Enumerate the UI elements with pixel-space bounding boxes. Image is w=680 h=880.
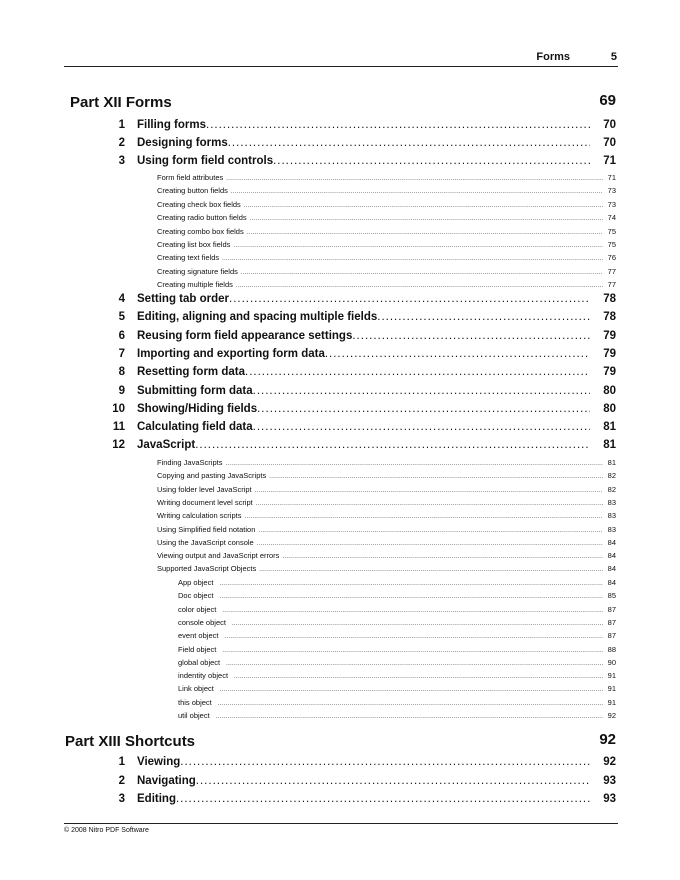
dot-leader <box>269 471 603 480</box>
toc-entry-number: 7 <box>118 347 125 360</box>
toc-subentry[interactable] <box>0 280 680 293</box>
toc-entry-number: 1 <box>118 119 125 131</box>
toc-subentry[interactable] <box>0 240 680 253</box>
toc-subentry-label: Creating combo box fields <box>157 226 244 236</box>
toc-entry-page: 79 <box>603 366 616 379</box>
toc-entry-page: 78 <box>603 311 616 324</box>
toc-entry[interactable] <box>0 385 680 401</box>
toc-object-entry[interactable] <box>0 671 680 684</box>
dot-leader <box>180 756 590 768</box>
toc-subentry[interactable] <box>0 511 680 524</box>
toc-subentry-page: 88 <box>607 644 616 654</box>
dot-leader <box>226 173 603 182</box>
toc-entry-label: Viewing <box>137 756 181 768</box>
toc-subentry-page: 81 <box>607 458 616 467</box>
dot-leader <box>229 293 590 305</box>
toc-entry-label: Calculating field data <box>137 421 253 434</box>
dot-leader <box>218 698 603 707</box>
dot-leader <box>234 671 603 680</box>
toc-subentry-label: Viewing output and JavaScript errors <box>157 551 280 561</box>
toc-subentry-page: 82 <box>607 471 616 481</box>
toc-object-entry[interactable] <box>0 618 680 631</box>
toc-subentry-page: 82 <box>607 484 616 494</box>
toc-subentry[interactable] <box>0 485 680 498</box>
toc-subentry[interactable] <box>0 538 680 551</box>
toc-subentry-label: console object <box>178 617 226 627</box>
toc-subentry-label: Copying and pasting JavaScripts <box>157 471 267 481</box>
toc-subentry[interactable] <box>0 213 680 226</box>
dot-leader <box>282 551 603 560</box>
dot-leader <box>219 578 603 587</box>
toc-subentry-page: 75 <box>607 226 616 236</box>
toc-subentry[interactable] <box>0 200 680 213</box>
toc-subentry-page: 76 <box>607 253 616 263</box>
dot-leader <box>250 213 603 222</box>
toc-subentry-page: 87 <box>607 604 616 614</box>
toc-subentry-label: Using folder level JavaScript <box>157 484 252 494</box>
toc-subentry[interactable] <box>0 253 680 266</box>
toc-subentry-label: util object <box>178 711 210 720</box>
toc-entry[interactable] <box>0 366 680 382</box>
dot-leader <box>377 311 590 323</box>
toc-entry-page: 78 <box>603 293 616 305</box>
toc-subentry-page: 84 <box>607 537 616 547</box>
copyright-text: © 2008 Nitro PDF Software <box>64 827 149 834</box>
toc-entry-number: 4 <box>118 293 125 305</box>
toc-entry[interactable] <box>0 403 680 419</box>
toc-subentry-label: Link object <box>178 684 214 694</box>
toc-subentry-label: Using Simplified field notation <box>157 524 256 534</box>
dot-leader <box>220 684 603 693</box>
toc-entry[interactable] <box>0 137 680 153</box>
toc-subentry-label: Creating button fields <box>157 186 228 196</box>
toc-entry-number: 6 <box>118 329 125 342</box>
toc-object-entry[interactable] <box>0 684 680 697</box>
page-footer <box>64 823 618 834</box>
toc-subentry-page: 73 <box>607 186 616 196</box>
toc-entry-label: Using form field controls <box>137 155 274 167</box>
dot-leader <box>228 137 590 149</box>
toc-subentry-page: 71 <box>607 173 616 182</box>
dot-leader <box>176 793 590 805</box>
toc-subentry[interactable] <box>0 458 680 471</box>
toc-object-entry[interactable] <box>0 631 680 644</box>
toc-subentry-page: 75 <box>607 240 616 249</box>
toc-subentry-page: 87 <box>607 631 616 641</box>
toc-entry-label: Resetting form data <box>137 366 245 379</box>
toc-entry-number: 2 <box>118 137 125 149</box>
toc-subentry[interactable] <box>0 227 680 240</box>
dot-leader <box>253 421 590 433</box>
dot-leader <box>231 186 603 195</box>
toc-entry-label: Reusing form field appearance settings <box>137 329 353 342</box>
dot-leader <box>257 538 603 547</box>
toc-object-entry[interactable] <box>0 578 680 591</box>
toc-subentry-page: 77 <box>607 266 616 276</box>
part-xiii-page: 92 <box>599 731 616 748</box>
toc-entry-page: 81 <box>603 439 616 452</box>
toc-entry-page: 79 <box>603 347 616 360</box>
toc-subentry-label: App object <box>178 578 214 587</box>
dot-leader <box>222 645 603 654</box>
toc-entry-label: Filling forms <box>137 119 206 131</box>
toc-subentry-page: 84 <box>607 564 616 574</box>
toc-subentry-label: Field object <box>178 644 217 654</box>
toc-object-entry[interactable] <box>0 591 680 604</box>
dot-leader <box>241 267 603 276</box>
toc-subentry-page: 83 <box>607 497 616 507</box>
dot-leader <box>258 525 603 534</box>
toc-entry[interactable] <box>0 311 680 327</box>
dot-leader <box>257 403 590 415</box>
toc-entry-number: 11 <box>112 421 125 434</box>
toc-entry-label: Submitting form data <box>137 384 253 397</box>
toc-entry[interactable] <box>0 293 680 309</box>
toc-subentry-label: color object <box>178 604 217 614</box>
toc-entry-number: 12 <box>112 439 125 452</box>
part-xii-title: Part XII Forms <box>70 94 172 111</box>
dot-leader <box>226 658 603 667</box>
dot-leader <box>224 631 603 640</box>
dot-leader <box>206 119 590 131</box>
toc-entry-page: 80 <box>603 402 616 415</box>
toc-subentry-page: 83 <box>607 511 616 521</box>
toc-subentry-label: Creating signature fields <box>157 266 238 276</box>
toc-subentry-label: Using the JavaScript console <box>157 537 254 547</box>
toc-subentry-page: 90 <box>607 657 616 667</box>
toc-entry-label: Designing forms <box>137 137 228 149</box>
toc-subentry-label: global object <box>178 657 221 667</box>
toc-entry-page: 70 <box>603 119 616 131</box>
running-header <box>64 48 618 67</box>
toc-entry-number: 10 <box>112 402 125 415</box>
header-section-title: Forms <box>536 51 570 63</box>
dot-leader <box>196 775 590 787</box>
dot-leader <box>325 348 590 360</box>
toc-entry-page: 92 <box>603 756 616 768</box>
toc-subentry-label: Creating check box fields <box>157 199 241 209</box>
toc-subentry-label: Finding JavaScripts <box>157 458 223 467</box>
toc-subentry-label: Creating list box fields <box>157 240 231 249</box>
toc-subentry-label: Writing document level script <box>157 497 253 507</box>
toc-subentry-page: 91 <box>607 697 616 707</box>
toc-subentry[interactable] <box>0 186 680 199</box>
toc-object-entry[interactable] <box>0 658 680 671</box>
toc-entry-page: 81 <box>603 421 616 434</box>
toc-subentry-page: 91 <box>607 671 616 681</box>
dot-leader <box>222 253 603 262</box>
toc-object-entry[interactable] <box>0 645 680 658</box>
toc-subentry[interactable] <box>0 564 680 577</box>
toc-entry-number: 8 <box>118 366 125 379</box>
toc-subentry-page: 83 <box>607 524 616 534</box>
dot-leader <box>255 485 603 494</box>
toc-entry[interactable] <box>0 348 680 364</box>
dot-leader <box>244 511 603 520</box>
toc-entry-number: 9 <box>118 384 125 397</box>
toc-entry-page: 93 <box>603 793 616 805</box>
toc-entry-page: 80 <box>603 384 616 397</box>
toc-entry-label: Importing and exporting form data <box>137 347 325 360</box>
dot-leader <box>232 618 603 627</box>
toc-subentry-page: 74 <box>607 213 616 223</box>
toc-subentry[interactable] <box>0 173 680 186</box>
toc-entry[interactable] <box>0 330 680 346</box>
toc-subentry[interactable] <box>0 471 680 484</box>
toc-entry-page: 79 <box>603 329 616 342</box>
dot-leader <box>195 439 590 451</box>
toc-entry-label: Setting tab order <box>137 293 230 305</box>
dot-leader <box>233 240 603 249</box>
toc-subentry-label: Form field attributes <box>157 173 224 182</box>
toc-subentry-page: 77 <box>607 280 616 290</box>
dot-leader <box>253 385 590 397</box>
dot-leader <box>236 280 603 289</box>
dot-leader <box>245 366 590 378</box>
toc-entry[interactable] <box>0 775 680 791</box>
toc-subentry-label: Supported JavaScript Objects <box>157 564 257 574</box>
dot-leader <box>256 498 603 507</box>
toc-entry-label: Showing/Hiding fields <box>137 402 258 415</box>
toc-subentry-page: 85 <box>607 591 616 601</box>
toc-subentry-label: Creating text fields <box>157 253 220 263</box>
part-xiii-title: Part XIII Shortcuts <box>65 733 196 750</box>
toc-entry-label: JavaScript <box>137 439 196 452</box>
toc-entry-label: Editing <box>137 793 176 805</box>
toc-subentry-label: Writing calculation scripts <box>157 511 242 521</box>
dot-leader <box>273 155 590 167</box>
toc-entry-number: 3 <box>118 793 125 805</box>
toc-object-entry[interactable] <box>0 698 680 711</box>
toc-entry-label: Navigating <box>137 774 196 787</box>
toc-entry-label: Editing, aligning and spacing multiple fields <box>137 311 378 324</box>
dot-leader <box>219 591 603 600</box>
toc-entry[interactable] <box>0 793 680 809</box>
toc-object-entry[interactable] <box>0 711 680 724</box>
toc-entry-page: 70 <box>603 137 616 149</box>
toc-subentry[interactable] <box>0 498 680 511</box>
toc-entry-number: 1 <box>118 756 125 768</box>
part-xii-page: 69 <box>599 92 616 109</box>
toc-subentry-label: this object <box>178 697 212 707</box>
toc-subentry-label: Creating multiple fields <box>157 280 233 290</box>
toc-subentry-page: 91 <box>607 684 616 694</box>
toc-entry-number: 5 <box>118 311 125 324</box>
toc-entry-number: 2 <box>118 774 125 787</box>
toc-entry[interactable] <box>0 155 680 171</box>
toc-entry[interactable] <box>0 439 680 455</box>
toc-subentry-label: indentity object <box>178 671 229 681</box>
toc-subentry-label: Doc object <box>178 591 214 601</box>
toc-entry-page: 93 <box>603 774 616 787</box>
toc-entry[interactable] <box>0 119 680 135</box>
header-page-number: 5 <box>610 51 617 63</box>
toc-subentry-label: Creating radio button fields <box>157 213 247 223</box>
toc-subentry-page: 73 <box>607 199 616 209</box>
toc-entry[interactable] <box>0 421 680 437</box>
toc-entry-page: 71 <box>603 155 616 167</box>
toc-entry-number: 3 <box>118 155 125 167</box>
dot-leader <box>222 605 603 614</box>
toc-subentry-page: 92 <box>607 711 616 720</box>
toc-entry[interactable] <box>0 756 680 772</box>
toc-object-entry[interactable] <box>0 605 680 618</box>
toc-subentry[interactable] <box>0 525 680 538</box>
toc-subentry-page: 84 <box>607 578 616 587</box>
toc-subentry[interactable] <box>0 551 680 564</box>
toc-subentry-page: 87 <box>607 617 616 627</box>
toc-subentry-page: 84 <box>607 551 616 561</box>
toc-subentry[interactable] <box>0 267 680 280</box>
dot-leader <box>259 564 603 573</box>
dot-leader <box>244 200 603 209</box>
dot-leader <box>216 711 603 720</box>
dot-leader <box>352 330 590 342</box>
toc-subentry-label: event object <box>178 631 219 641</box>
dot-leader <box>247 227 603 236</box>
dot-leader <box>225 458 603 467</box>
